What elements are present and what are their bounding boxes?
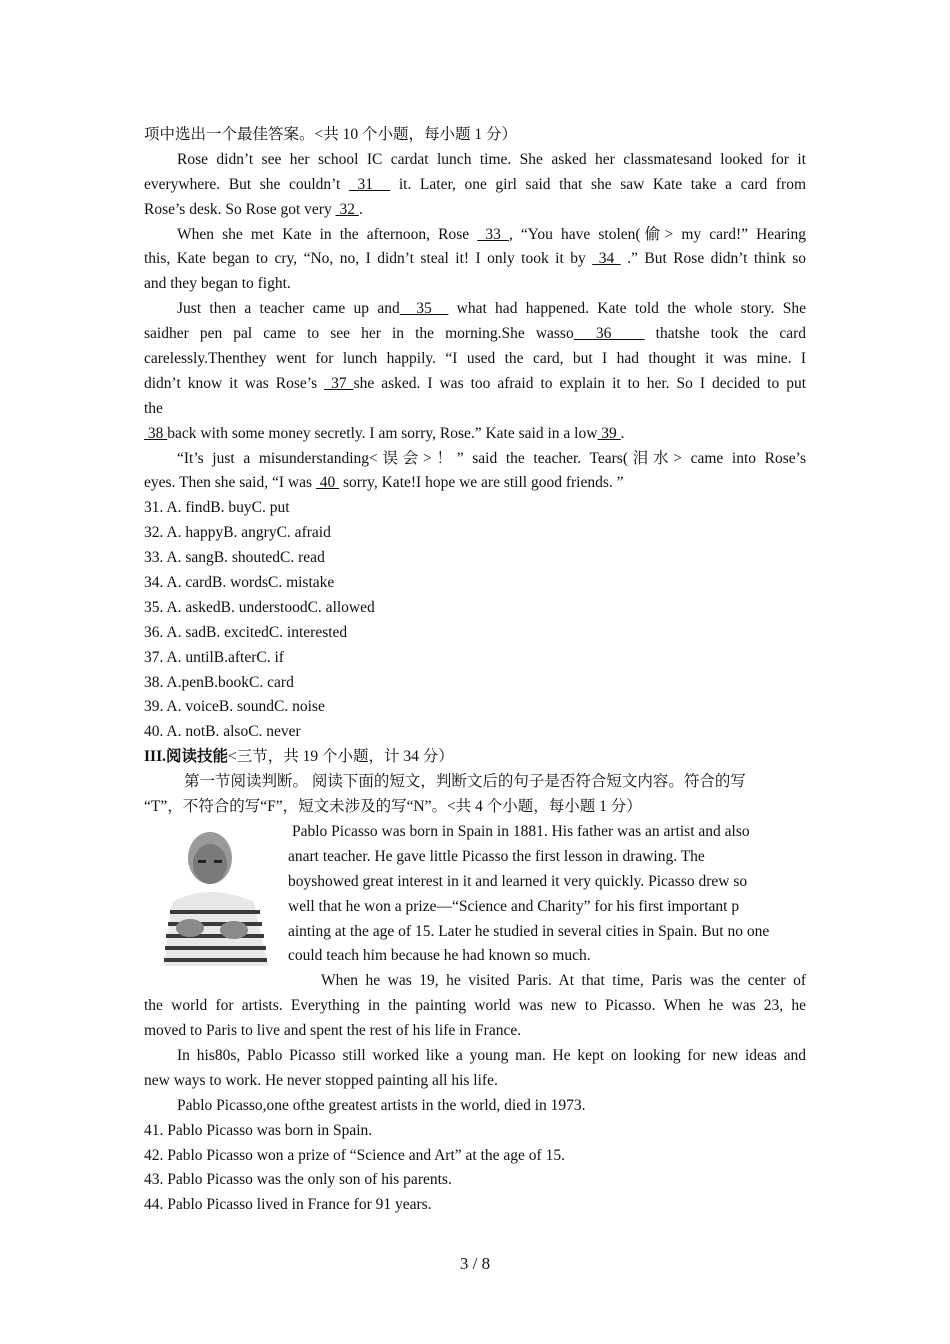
blank-31: 31	[348, 175, 391, 193]
passage-p3-line1: In his80s, Pablo Picasso still worked like a young man. He kept on looking for new ideas and	[177, 1046, 806, 1064]
cloze-instruction: 项中选出一个最佳答案。<共 10 个小题，每小题 1 分）	[144, 126, 517, 143]
option-37: 37. A. untilB.afterC. if	[144, 648, 284, 666]
picasso-passage	[144, 820, 806, 969]
blank-33: 33	[477, 225, 509, 243]
passage-p4: Pablo Picasso,one ofthe greatest artists in the world, died in 1973.	[177, 1096, 586, 1114]
passage-p3-line2: new ways to work. He never stopped painting all his life.	[144, 1071, 498, 1089]
passage-side-line-3: boyshowed great interest in it and learned it very quickly. Picasso drew so	[288, 872, 748, 890]
cloze-p3-line2: saidher pen pal came to see her in the morning.She wasso 36 thatshe took the card	[144, 325, 806, 343]
blank-32: 32	[335, 200, 359, 218]
cloze-p3-line3: carelessly.Thenthey went for lunch happily. “I used the card, but I had thought it was mine. I	[144, 350, 806, 368]
cloze-options	[144, 496, 806, 745]
blank-37: 37	[324, 374, 354, 392]
cloze-p4-line2: eyes. Then she said, “I was 40 sorry, Kate!I hope we are still good friends. ”	[144, 474, 624, 492]
option-36: 36. A. sadB. excitedC. interested	[144, 623, 348, 641]
passage-side-line-2: anart teacher. He gave little Picasso the first lesson in drawing. The	[288, 847, 705, 865]
blank-34: 34	[592, 250, 621, 268]
cloze-p2-line1: When she met Kate in the afternoon, Rose 33 , “You have stolen(偷> my card!” Hearing	[177, 225, 807, 243]
passage-side-line-5: ainting at the age of 15. Later he studied in several cities in Spain. But no one	[288, 922, 770, 940]
option-40: 40. A. notB. alsoC. never	[144, 723, 301, 741]
blank-38: 38	[144, 424, 168, 442]
passage-p2-line2: the world for artists. Everything in the painting world was new to Picasso. When he was 23, he	[144, 997, 806, 1015]
page-number: 3 / 8	[459, 1254, 491, 1273]
passage-p2-line3: moved to Paris to live and spent the rest of his life in France.	[144, 1022, 522, 1040]
passage-side-line-4: well that he won a prize—“Science and Charity” for his first important p	[288, 897, 740, 915]
option-33: 33. A. sangB. shoutedC. read	[144, 549, 325, 567]
option-39: 39. A. voiceB. soundC. noise	[144, 698, 325, 716]
reading-instruction-2: “T”，不符合的写“F”，短文未涉及的写“N”。<共 4 个小题，每小题 1 分）	[144, 798, 642, 816]
question-41: 41. Pablo Picasso was born in Spain.	[144, 1121, 373, 1139]
cloze-p3-line1: Just then a teacher came up and 35 what had happened. Kate told the whole story. She	[177, 300, 806, 318]
blank-36: 36	[573, 325, 645, 343]
option-32: 32. A. happyB. angryC. afraid	[144, 524, 331, 542]
cloze-p1-line3: Rose’s desk. So Rose got very 32 .	[144, 200, 363, 218]
cloze-p3-line4: didn’t know it was Rose’s 37 she asked. I was too afraid to explain it to her. So I decided to put	[144, 374, 806, 392]
option-38: 38. A.penB.bookC. card	[144, 673, 294, 691]
question-43: 43. Pablo Picasso was the only son of his parents.	[144, 1171, 452, 1189]
judgment-questions	[144, 1119, 806, 1219]
blank-40: 40	[315, 474, 340, 492]
cloze-p1-line2: everywhere. But she couldn’t 31 it. Later, one girl said that she saw Kate take a card from	[144, 175, 807, 193]
section-heading	[144, 745, 806, 770]
question-44: 44. Pablo Picasso lived in France for 91 years.	[144, 1196, 432, 1214]
passage-p2-line1: When he was 19, he visited Paris. At that time, Paris was the center of	[321, 972, 806, 990]
document-page	[144, 123, 806, 1218]
option-34: 34. A. cardB. wordsC. mistake	[144, 574, 335, 592]
section-note: <三节，共 19 个小题，计 34 分）	[227, 748, 454, 766]
cloze-p1-line1: Rose didn’t see her school IC cardat lunch time. She asked her classmatesand looked for it	[177, 150, 806, 168]
passage-side-line-6: could teach him because he had known so much.	[288, 947, 591, 965]
reading-instruction-1: 第一节阅读判断。 阅读下面的短文，判断文后的句子是否符合短文内容。符合的写	[184, 773, 746, 791]
question-42: 42. Pablo Picasso won a prize of “Science and Art” at the age of 15.	[144, 1146, 565, 1164]
passage-side-line-1: Pablo Picasso was born in Spain in 1881. His father was an artist and also	[292, 822, 750, 840]
cloze-p4-line1: “It’s just a misunderstanding<误会>！” said the teacher. Tears(泪水> came into Rose’s	[177, 449, 806, 467]
cloze-p3-line6: 38 back with some money secretly. I am sorry, Rose.” Kate said in a low 39 .	[144, 424, 625, 442]
option-35: 35. A. askedB. understoodC. allowed	[144, 598, 375, 616]
picasso-photo	[158, 828, 274, 966]
cloze-p2-line2: this, Kate began to cry, “No, no, I didn’t steal it! I only took it by 34 .” But Rose didn’t think so	[144, 250, 806, 268]
option-31: 31. A. findB. buyC. put	[144, 499, 290, 517]
cloze-p3-line5: the	[144, 399, 163, 417]
section-title: III.阅读技能	[144, 748, 228, 766]
blank-39: 39	[597, 424, 621, 442]
cloze-p2-line3: and they began to fight.	[144, 275, 291, 293]
blank-35: 35	[399, 300, 449, 318]
